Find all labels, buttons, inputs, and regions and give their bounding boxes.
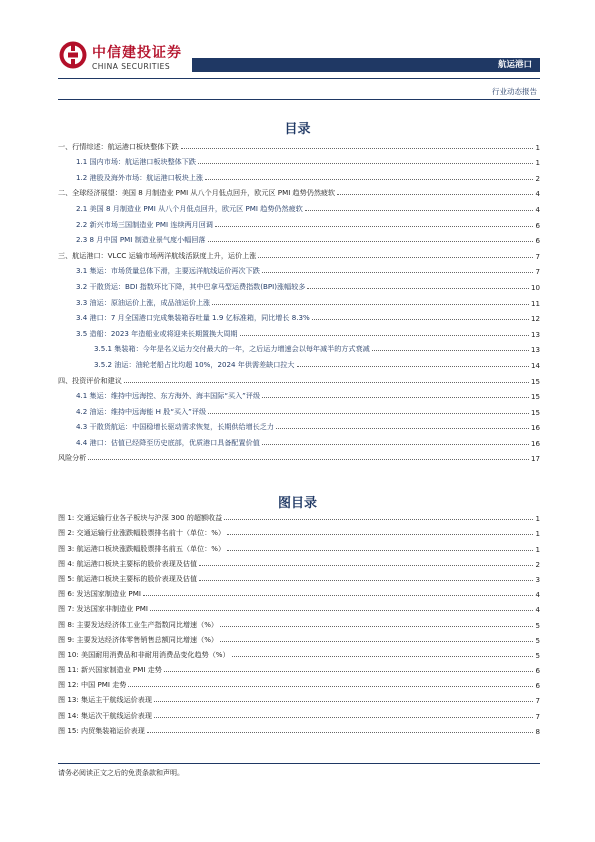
figure-entry-label: 图 7: 发达国家非制造业 PMI (58, 604, 149, 614)
toc-entry-label: 一、行情综述：航运港口板块整体下跌 (58, 141, 179, 151)
toc-entry[interactable] (58, 167, 540, 183)
figure-entry[interactable] (58, 554, 540, 569)
dot-leader (164, 671, 534, 672)
toc-entry-label: 3.1 集运：市场货量总体下滑，主要远洋航线运价再次下跌 (76, 266, 260, 276)
dot-leader (215, 226, 534, 227)
dot-leader (372, 350, 529, 351)
toc-entry-page: 4 (535, 204, 540, 214)
toc-entry[interactable] (58, 354, 540, 370)
toc-entry[interactable] (58, 152, 540, 168)
figure-entry-page: 6 (535, 681, 540, 691)
figure-entry-label: 图 5: 航运港口板块主要标的股价表现及估值 (58, 573, 198, 583)
toc-entry[interactable] (58, 198, 540, 214)
figure-entry-page: 6 (535, 666, 540, 676)
dot-leader (262, 397, 529, 398)
dot-leader (205, 179, 533, 180)
toc-entry[interactable] (58, 401, 540, 417)
toc-entry-page: 16 (530, 438, 540, 448)
toc-entry[interactable] (58, 308, 540, 324)
toc-entry-label: 3.4 港口：7 月全国港口完成集装箱吞吐量 1.9 亿标准箱，同比增长 8.3% (76, 313, 310, 323)
toc-entry[interactable] (58, 386, 540, 402)
figure-entry[interactable] (58, 523, 540, 538)
toc-entry-label: 四、投资评价和建议 (58, 375, 122, 385)
figure-entry-page: 5 (535, 635, 540, 645)
figure-list-title: 图目录 (277, 496, 317, 511)
header-rule-lower (58, 99, 540, 100)
figure-list (58, 508, 540, 736)
toc-entry[interactable] (58, 230, 540, 246)
toc-entry-label: 4.1 集运：维持中远海控、东方海外、海丰国际“买入”评级 (76, 391, 261, 401)
dot-leader (208, 413, 529, 414)
figure-entry[interactable] (58, 660, 540, 675)
dot-leader (337, 194, 533, 195)
dot-leader (240, 335, 529, 336)
toc-entry-page: 17 (530, 454, 540, 464)
toc-entry-page: 16 (530, 423, 540, 433)
figure-entry-page: 5 (535, 620, 540, 630)
figure-entry[interactable] (58, 599, 540, 614)
toc-entry[interactable] (58, 276, 540, 292)
figure-entry-page: 8 (535, 726, 540, 736)
dot-leader (297, 366, 529, 367)
figure-entry-page: 7 (535, 696, 540, 706)
toc-entry-label: 风险分析 (58, 453, 87, 463)
figure-entry-label: 图 9: 主要发达经济体零售销售总额同比增速（%） (58, 634, 219, 644)
figure-entry-label: 图 15: 内贸集装箱运价表现 (58, 725, 145, 735)
toc-entry-page: 1 (535, 142, 540, 152)
toc-entry-page: 15 (530, 392, 540, 402)
toc-entry-label: 2.3 8 月中国 PMI 制造业景气度小幅回落 (76, 235, 206, 245)
dot-leader (232, 656, 534, 657)
footer-disclaimer: 请务必阅读正文之后的免责条款和声明。 (58, 769, 184, 777)
toc-entry-page: 12 (530, 314, 540, 324)
figure-entry-label: 图 3: 航运港口板块涨跌幅股票排名前五（单位：%） (58, 543, 226, 553)
toc-title: 目录 (284, 122, 311, 137)
toc-entry-label: 4.3 干散货航运：中国稳增长驱动需求恢复，长期供给增长乏力 (76, 422, 274, 432)
footer-rule (58, 763, 540, 764)
toc-entry-label: 3.5.1 集装箱：今年是名义运力交付最大的一年，之后运力增速会以每年减半的方式衰减 (94, 344, 370, 354)
dot-leader (147, 732, 534, 733)
figure-entry[interactable] (58, 705, 540, 720)
figure-entry-label: 图 2: 交通运输行业涨跌幅股票排名前十（单位：%） (58, 528, 226, 538)
toc-entry-page: 15 (530, 407, 540, 417)
figure-entry-page: 2 (535, 559, 540, 569)
toc-entry-page: 7 (535, 251, 540, 261)
dot-leader (220, 626, 533, 627)
toc-entry-label: 3.2 干散货运：BDI 指数环比下降，其中巴拿马型运费指数(BPI)涨幅较多 (76, 281, 306, 291)
figure-entry[interactable] (58, 614, 540, 629)
sector-label: 航运港口 (497, 60, 532, 70)
toc-entry-page: 10 (530, 282, 540, 292)
toc-entry-label: 4.2 油运：维持中远海能 H 股“买入”评级 (76, 406, 207, 416)
toc-entry[interactable] (58, 432, 540, 448)
company-logo (58, 40, 188, 80)
logo-english-name: CHINA SECURITIES (92, 62, 171, 71)
dot-leader (224, 519, 533, 520)
dot-leader (143, 595, 534, 596)
figure-entry-label: 图 13: 集运主干航线运价表现 (58, 695, 152, 705)
toc-entry-page: 1 (535, 158, 540, 168)
toc-entry-label: 1.1 国内市场：航运港口板块整体下跌 (76, 157, 196, 167)
dot-leader (312, 319, 529, 320)
toc-entry-page: 14 (530, 360, 540, 370)
figure-entry-page: 5 (535, 650, 540, 660)
toc-entry-label: 3.3 油运：原油运价上涨，成品油运价上涨 (76, 297, 211, 307)
figure-entry-label: 图 14: 集运次干航线运价表现 (58, 710, 152, 720)
figure-entry-page: 1 (535, 514, 540, 524)
toc-entry-page: 6 (535, 220, 540, 230)
figure-entry[interactable] (58, 690, 540, 705)
figure-entry-page: 4 (535, 605, 540, 615)
toc-entry[interactable] (58, 136, 540, 152)
toc-entry[interactable] (58, 417, 540, 433)
report-type: 行业动态报告 (492, 87, 537, 96)
figure-entry-page: 1 (535, 529, 540, 539)
dot-leader (305, 210, 534, 211)
logo-chinese-name: 中信建投证券 (92, 45, 182, 61)
dot-leader (154, 717, 534, 718)
dot-leader (307, 288, 529, 289)
figure-entry-label: 图 10: 美国耐用消费品和非耐用消费品变化趋势（%） (58, 649, 230, 659)
figure-entry[interactable] (58, 584, 540, 599)
citic-logo-icon (58, 40, 88, 70)
toc-entry[interactable] (58, 292, 540, 308)
figure-entry-label: 图 4: 航运港口板块主要标的股价表现及估值 (58, 558, 198, 568)
toc-list (58, 136, 540, 463)
figure-entry[interactable] (58, 630, 540, 645)
toc-entry[interactable] (58, 214, 540, 230)
sector-banner (192, 58, 540, 72)
dot-leader (208, 241, 534, 242)
dot-leader (199, 580, 533, 581)
figure-entry-page: 4 (535, 590, 540, 600)
toc-entry[interactable] (58, 448, 540, 464)
figure-entry-label: 图 12: 中国 PMI 走势 (58, 680, 127, 690)
dot-leader (276, 428, 529, 429)
dot-leader (262, 272, 534, 273)
toc-entry-label: 2.1 美国 8 月制造业 PMI 从八个月低点回升，欧元区 PMI 趋势仍然疲软 (76, 203, 303, 213)
toc-entry[interactable] (58, 261, 540, 277)
dot-leader (227, 550, 533, 551)
toc-entry[interactable] (58, 339, 540, 355)
toc-entry-label: 二、全球经济展望：美国 8 月制造业 PMI 从八个月低点回升，欧元区 PMI 趋势仍然疲软 (58, 188, 336, 198)
toc-entry-page: 13 (530, 345, 540, 355)
dot-leader (262, 444, 529, 445)
figure-entry-label: 图 8: 主要发达经济体工业生产指数同比增速（%） (58, 619, 219, 629)
header-rule (58, 78, 540, 79)
dot-leader (154, 701, 534, 702)
toc-entry-label: 4.4 港口：估值已经降至历史底部，优质港口具备配置价值 (76, 437, 260, 447)
toc-entry-label: 2.2 新兴市场三国制造业 PMI 连续两月回调 (76, 219, 213, 229)
toc-entry[interactable] (58, 370, 540, 386)
dot-leader (198, 163, 534, 164)
dot-leader (181, 148, 534, 149)
toc-entry-page: 6 (535, 236, 540, 246)
figure-entry[interactable] (58, 508, 540, 523)
dot-leader (150, 610, 533, 611)
toc-entry-page: 2 (535, 173, 540, 183)
dot-leader (227, 534, 533, 535)
figure-entry-label: 图 6: 发达国家制造业 PMI (58, 589, 141, 599)
figure-entry-label: 图 1: 交通运输行业各子板块与沪深 300 的超额收益 (58, 513, 223, 523)
toc-entry-label: 三、航运港口：VLCC 运输市场两洋航线活跃度上升，运价上涨 (58, 250, 257, 260)
toc-entry-page: 4 (535, 189, 540, 199)
figure-entry-label: 图 11: 新兴国家制造业 PMI 走势 (58, 665, 162, 675)
dot-leader (128, 686, 533, 687)
figure-entry-page: 1 (535, 544, 540, 554)
toc-entry[interactable] (58, 323, 540, 339)
toc-entry-label: 3.5 造船：2023 年造船业或将迎来长期置换大周期 (76, 328, 238, 338)
toc-entry[interactable] (58, 245, 540, 261)
toc-entry[interactable] (58, 183, 540, 199)
toc-entry-page: 11 (530, 298, 540, 308)
dot-leader (199, 565, 533, 566)
figure-entry[interactable] (58, 675, 540, 690)
dot-leader (258, 257, 533, 258)
figure-entry[interactable] (58, 721, 540, 736)
toc-entry-page: 13 (530, 329, 540, 339)
figure-entry[interactable] (58, 538, 540, 553)
dot-leader (220, 641, 533, 642)
toc-entry-label: 1.2 港股及海外市场：航运港口板块上涨 (76, 172, 204, 182)
figure-entry-page: 3 (535, 574, 540, 584)
dot-leader (88, 459, 529, 460)
toc-entry-label: 3.5.2 油运：油轮老船占比均超 10%，2024 年供需差缺口拉大 (94, 359, 295, 369)
figure-entry-page: 7 (535, 711, 540, 721)
dot-leader (124, 382, 529, 383)
toc-entry-page: 15 (530, 376, 540, 386)
figure-entry[interactable] (58, 569, 540, 584)
dot-leader (212, 304, 529, 305)
toc-entry-page: 7 (535, 267, 540, 277)
figure-entry[interactable] (58, 645, 540, 660)
